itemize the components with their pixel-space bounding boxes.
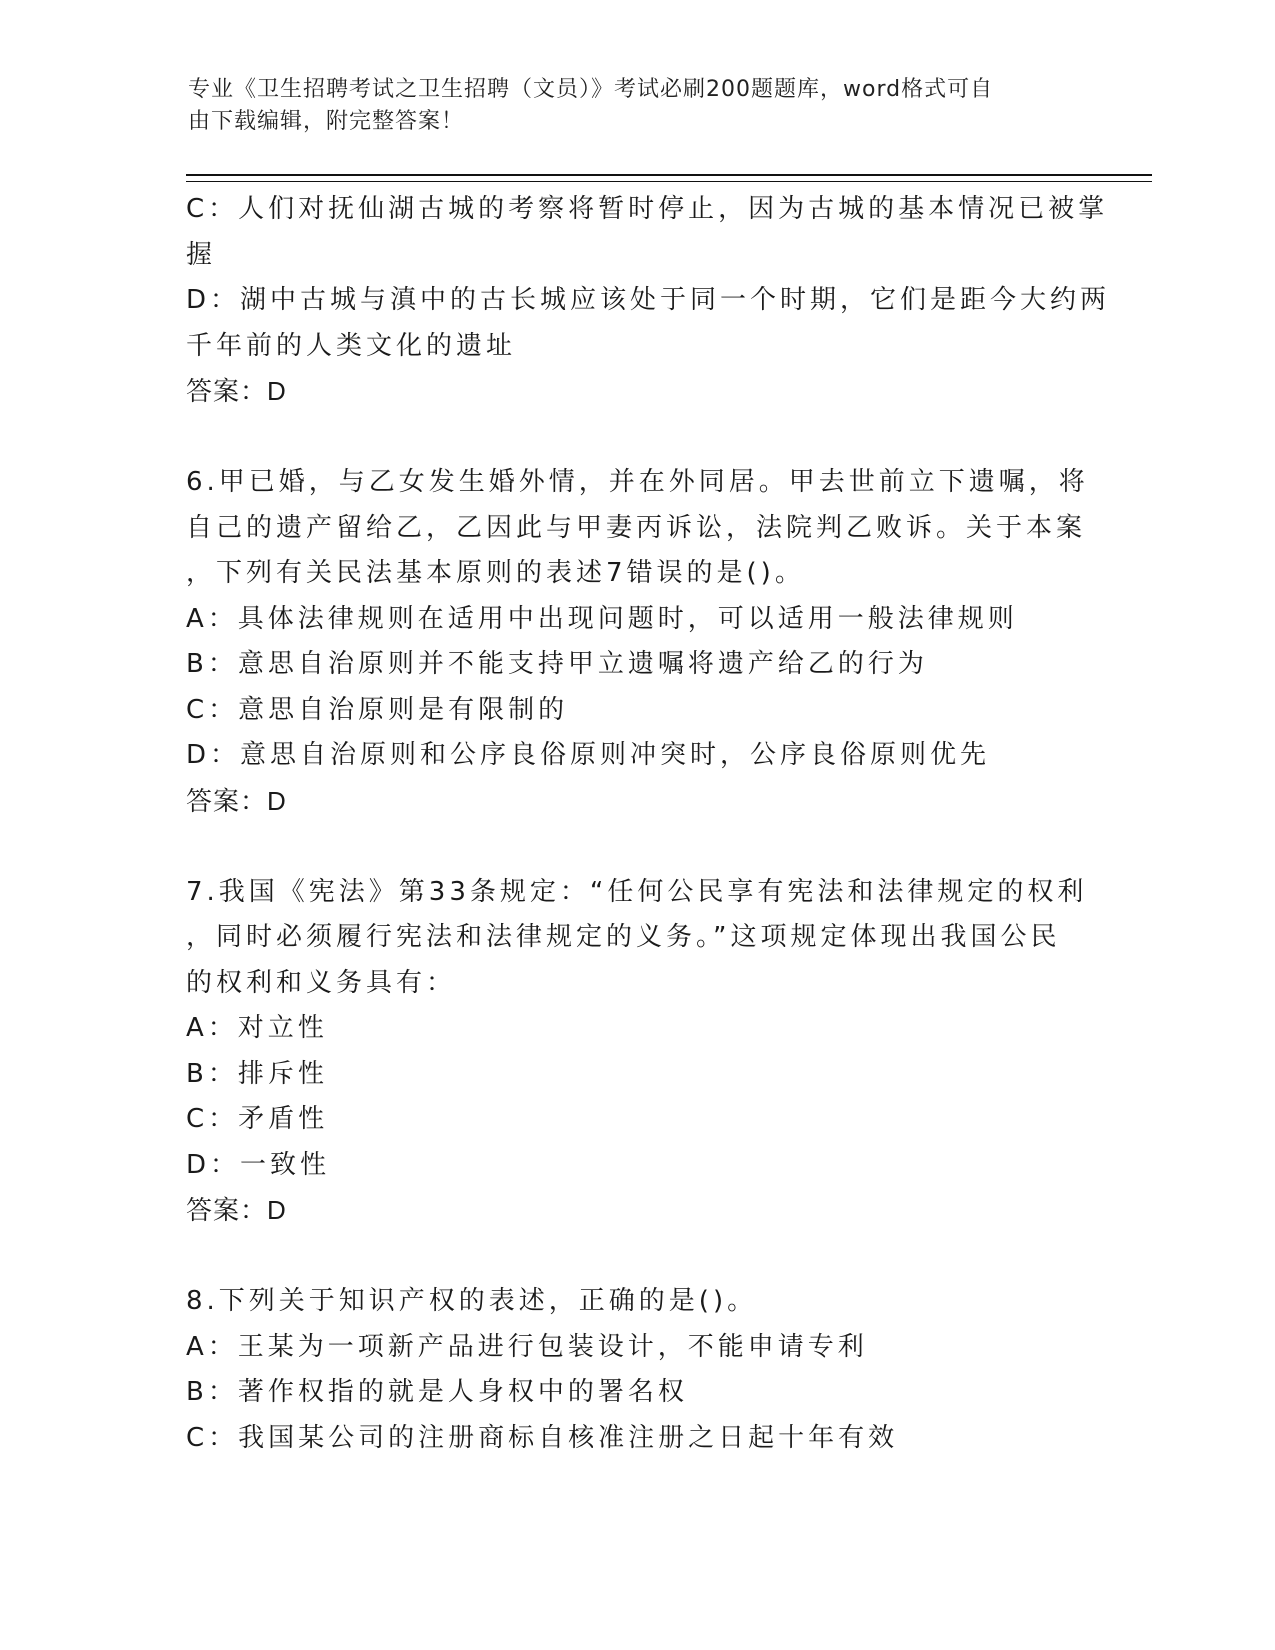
spacer [186,415,1066,461]
option-c: C：矛盾性 [186,1104,329,1134]
question-6 [186,460,1089,824]
option-b: B：著作权指的就是人身权中的署名权 [186,1377,688,1407]
option-c-line: C：人们对抚仙湖古城的考察将暂时停止，因为古城的基本情况已被掌 [186,194,1109,224]
question-stem-line: ，下列有关民法基本原则的表述7错误的是()。 [186,558,805,588]
question-stem-line: 7.我国《宪法》第33条规定：“任何公民享有宪法和法律规定的权利 [186,876,1088,907]
answer-label: 答案：D [186,1195,287,1225]
question-7 [186,870,1088,1234]
question-stem-line: 的权利和义务具有： [186,967,457,998]
page-header [188,74,1068,138]
option-a: A：具体法律规则在适用中出现问题时，可以适用一般法律规则 [186,603,1018,634]
option-b: B：排斥性 [186,1058,328,1089]
header-line-2: 由下载编辑，附完整答案！ [188,109,465,134]
header-divider-thick [186,174,1152,176]
option-a: A：对立性 [186,1013,328,1043]
header-line-1: 专业《卫生招聘考试之卫生招聘（文员）》考试必刷200题题库，word格式可自 [188,77,994,102]
question-content [186,187,1111,1461]
question-stem-line: 自己的遗产留给乙，乙因此与甲妻丙诉讼，法院判乙败诉。关于本案 [186,512,1087,543]
spacer [186,824,1066,870]
question-stem-line: ，同时必须履行宪法和法律规定的义务。”这项规定体现出我国公民 [186,922,1061,952]
answer-label: 答案：D [186,376,287,406]
option-d-line: D：湖中古城与滇中的古长城应该处于同一个时期，它们是距今大约两 [186,285,1111,315]
question-stem-line: 6.甲已婚，与乙女发生婚外情，并在外同居。甲去世前立下遗嘱，将 [186,467,1089,497]
option-b: B：意思自治原则并不能支持甲立遗嘱将遗产给乙的行为 [186,649,928,679]
option-c-line: 握 [186,239,217,270]
option-d-line: 千年前的人类文化的遗址 [186,330,517,361]
spacer [186,1234,1066,1280]
question-stem-line: 8.下列关于知识产权的表述，正确的是()。 [186,1286,758,1316]
option-c: C：我国某公司的注册商标自核准注册之日起十年有效 [186,1422,899,1453]
option-a: A：王某为一项新产品进行包装设计，不能申请专利 [186,1331,868,1362]
answer-label: 答案：D [186,785,287,816]
header-divider-thin [186,181,1152,182]
question-5 [186,187,1111,415]
option-d: D：意思自治原则和公序良俗原则冲突时，公序良俗原则优先 [186,740,991,770]
option-c: C：意思自治原则是有限制的 [186,694,569,725]
option-d: D：一致性 [186,1149,331,1180]
question-8 [186,1279,1066,1461]
